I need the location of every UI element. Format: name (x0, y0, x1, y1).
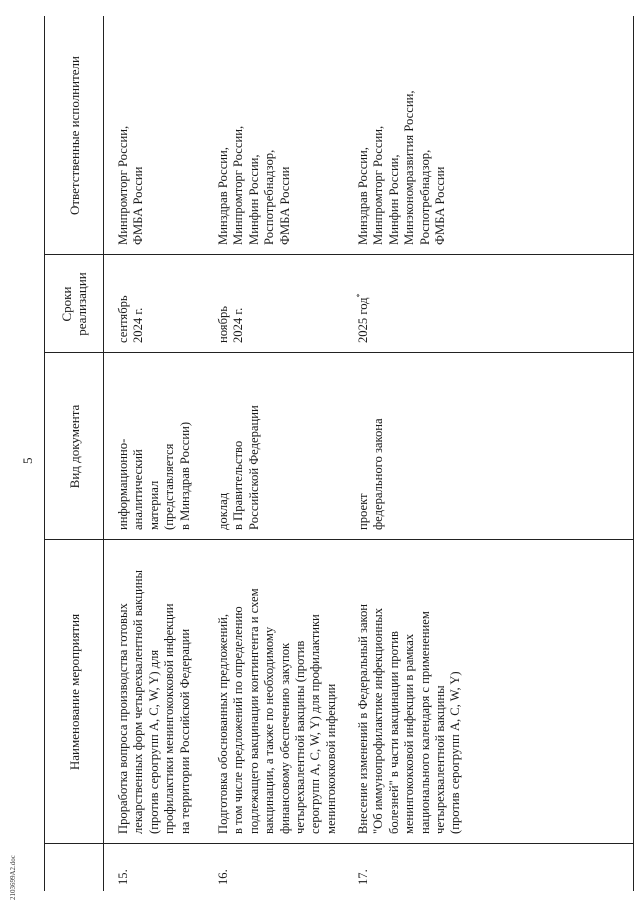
header-divider (103, 16, 104, 891)
row-responsible: Минздрав России, Минпромторг России, Минфин России, Минэкономразвития России, Роспотребнадзор, ФМБА России (356, 90, 448, 245)
footer-filename: 2103699A2.doc (9, 855, 17, 900)
row-number: 15. (116, 869, 130, 885)
row-doc-type: проект федерального закона (356, 418, 386, 530)
header-responsible: Ответственные исполнители (66, 56, 82, 216)
plan-table (44, 16, 634, 891)
page-number: 5 (20, 457, 35, 464)
row-number: 16. (216, 869, 230, 885)
footnote-mark: * (354, 293, 364, 298)
row-name: Подготовка обоснованных предложений, в том числе предложений по определению подлежащего вакцинации контингента и схем вакцинации, а также по необходимому финансовому обеспечению закупок четырехвалентной вакцины (против серогрупп A, C, W, Y) для профилактики менингококковой инфекции (216, 588, 338, 834)
header-doc-type: Вид документа (66, 404, 82, 489)
col-divider (45, 843, 633, 844)
row-deadline-text: 2025 год (356, 297, 370, 343)
row-name: Внесение изменений в Федеральный закон "Об иммунопрофилактике инфекционных болезней" в части вакцинации против менингококковой инфекции в рамках национального календаря с применением четырехвалентной вакцины (против серогрупп A, C, W, Y) (356, 603, 463, 834)
row-name: Проработка вопроса производства готовых лекарственных форм четырехвалентной вакцины (против серогрупп A, C, W, Y) для профилактики менингококковой инфекции на территории Российской Федерации (116, 570, 192, 834)
header-name: Наименование мероприятия (66, 613, 82, 771)
row-responsible: Минздрав России, Минпромторг России, Минфин России, Роспотребнадзор, ФМБА России (216, 125, 292, 245)
col-divider (45, 352, 633, 353)
header-deadline: Сроки реализации (59, 272, 89, 336)
row-deadline: сентябрь 2024 г. (116, 295, 146, 343)
row-number: 17. (356, 869, 370, 885)
row-doc-type: информационно- аналитический материал (представляется в Минздрав России) (116, 421, 192, 530)
row-deadline: ноябрь 2024 г. (216, 305, 246, 343)
row-responsible: Минпромторг России, ФМБА России (116, 125, 146, 245)
col-divider (45, 539, 633, 540)
row-doc-type: доклад в Правительство Российской Федерации (216, 405, 261, 530)
row-deadline (356, 257, 371, 343)
col-divider (45, 254, 633, 255)
